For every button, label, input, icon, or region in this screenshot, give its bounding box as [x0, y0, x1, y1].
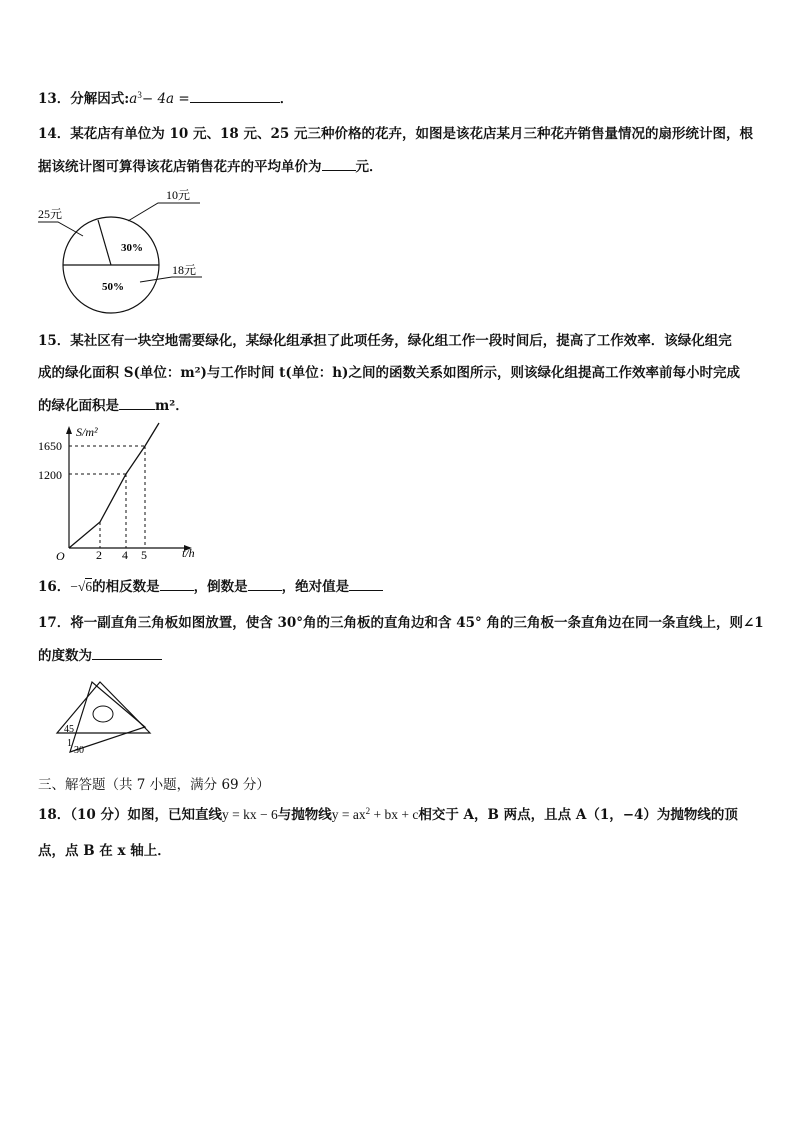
- pie-label-10: 10元: [166, 188, 191, 202]
- q15-line2: 成的绿化面积 S(单位：m²)与工作时间 t(单位：h)之间的函数关系如图所示，则该绿化组提高工作效率前每小时完成: [38, 365, 740, 381]
- q18-line1a: 18．（10 分）如图，已知直线: [38, 807, 223, 823]
- q18-line2: 点，点 B 在 x 轴上．: [38, 843, 171, 859]
- x-axis-label: t/h: [182, 546, 195, 560]
- q18-line1: [38, 806, 738, 824]
- q13-end: ．: [279, 91, 294, 107]
- q16-neg: −: [70, 579, 78, 594]
- q15-line3a: 的绿化面积是: [38, 398, 119, 414]
- q18-line1g: 相交于 A，B 两点，且点 A（1，−4）为抛物线的顶: [418, 807, 738, 823]
- y-axis-label: S/m²: [76, 425, 98, 439]
- q15-line3b: m²．: [155, 398, 189, 414]
- q14-line1: 14．某花店有单位为 10 元、18 元、25 元三种价格的花卉，如图是该花店某月三种花卉销售量情况的扇形统计图，根: [38, 126, 753, 142]
- q18-parabola-a: y = ax: [331, 807, 366, 822]
- q15-line1: 15．某社区有一块空地需要绿化，某绿化组承担了此项任务，绿化组工作一段时间后，提高了工作效率．该绿化组完: [38, 333, 732, 349]
- pie-label-25: 25元: [38, 207, 63, 221]
- q13-expr-exp: 3: [137, 90, 142, 100]
- section-3-title: 三、解答题（共 7 小题，满分 69 分）: [38, 777, 270, 793]
- triangle-30: [70, 682, 145, 752]
- q17-line2-text: 的度数为: [38, 648, 92, 664]
- q13-expr-a: a: [129, 91, 138, 107]
- y-tick-1200: 1200: [38, 468, 62, 482]
- q18-parabola-rest: + bx + c: [370, 807, 419, 822]
- triangle-hole: [93, 706, 113, 722]
- q16-text3: ，绝对值是: [281, 579, 350, 595]
- angle-45-label: 45: [64, 724, 74, 735]
- q13-number: 13．分解因式:: [38, 91, 130, 107]
- q18-parabola-exp: 2: [365, 806, 371, 816]
- q13-expr-rest: − 4a =: [141, 91, 190, 107]
- x-tick-5: 5: [141, 548, 147, 562]
- angle-30-label: 30: [74, 745, 84, 756]
- q17-line1: 17．将一副直角三角板如图放置，使含 30°角的三角板的直角边和含 45° 角的三角板一条直角边在同一条直线上，则∠1: [38, 615, 764, 631]
- q16-text1: 的相反数是: [92, 579, 160, 595]
- origin-label: O: [56, 549, 65, 563]
- q18-line-eq: y = kx − 6: [222, 807, 278, 822]
- pie-pct-50: 50%: [102, 281, 124, 293]
- y-tick-1650: 1650: [38, 439, 62, 453]
- x-tick-4: 4: [122, 548, 128, 562]
- q16-radicand: 6: [85, 579, 93, 594]
- q16-number: 16．: [38, 579, 71, 595]
- q16-sqrt-symbol: √: [77, 579, 86, 594]
- pie-pct-30: 30%: [121, 242, 143, 254]
- q18-line1c: 与抛物线: [277, 807, 332, 823]
- pie-label-18: 18元: [172, 263, 197, 277]
- q14-line2b: 元．: [355, 159, 383, 175]
- angle-1-label: 1: [67, 738, 72, 749]
- q16-text2: ，倒数是: [193, 579, 248, 595]
- x-tick-2: 2: [96, 548, 102, 562]
- q14-line2a: 据该统计图可算得该花店销售花卉的平均单价为: [38, 159, 322, 175]
